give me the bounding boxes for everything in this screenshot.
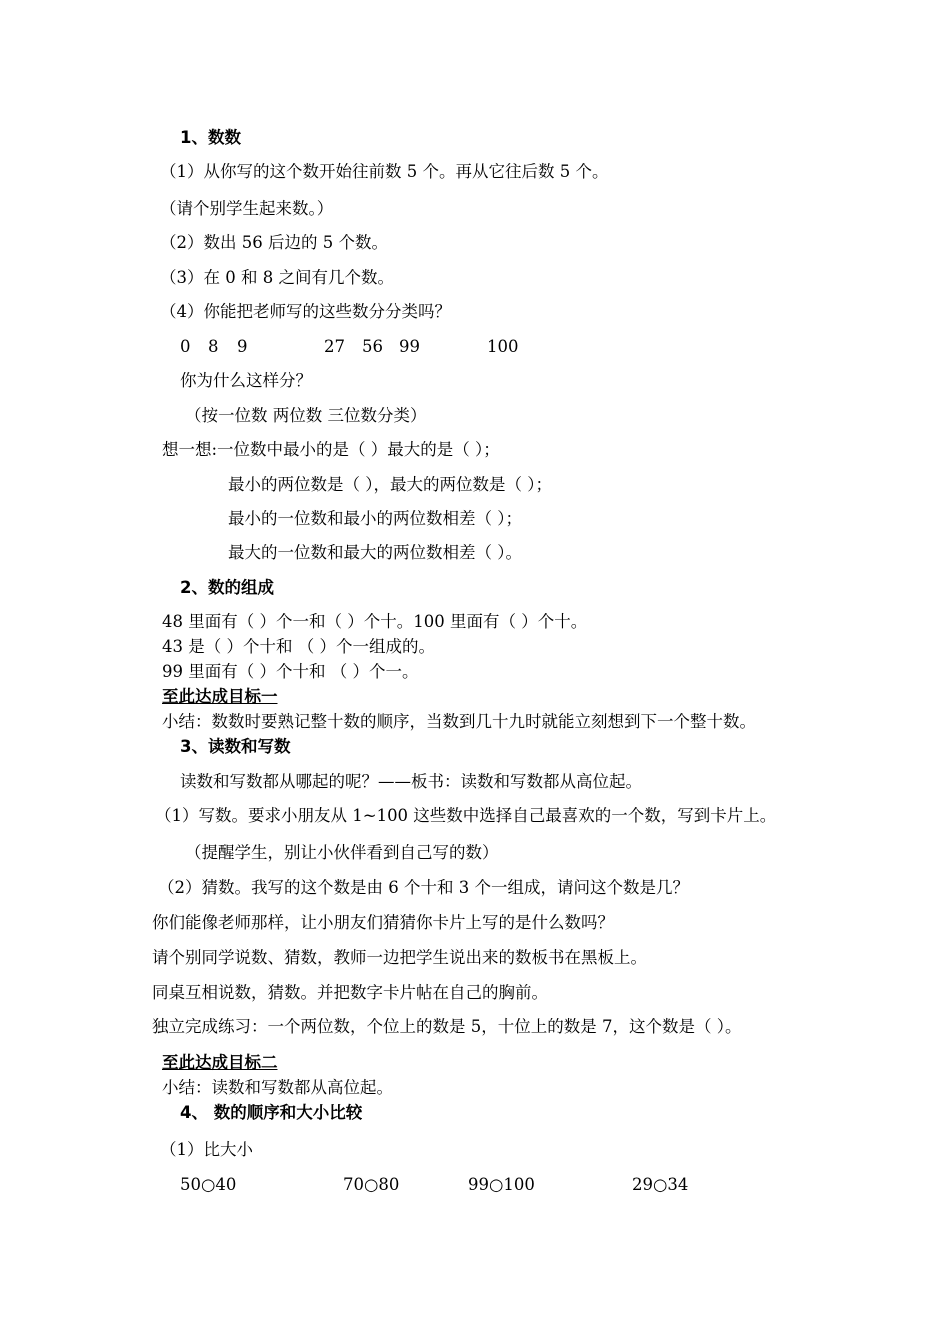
compare-item: 29○34 [632, 1175, 689, 1194]
section-1-line: （1）从你写的这个数开始往前数 5 个。再从它往后数 5 个。 [160, 162, 609, 181]
section-1-line: 想一想:一位数中最小的是（ ）最大的是（ ）； [162, 440, 500, 459]
section-1-line: （4）你能把老师写的这些数分分类吗？ [160, 302, 451, 321]
section-2-line: 43 是（ ）个十和 （ ）个一组成的。 [162, 637, 435, 656]
section-1-line: 最大的一位数和最大的两位数相差（ ）。 [228, 543, 522, 562]
section-3-line: （提醒学生，别让小伙伴看到自己写的数） [185, 843, 499, 862]
section-2-heading: 2、数的组成 [180, 578, 274, 597]
section-3-line: 同桌互相说数，猜数。并把数字卡片帖在自己的胸前。 [152, 983, 548, 1002]
section-1-line: （2）数出 56 后边的 5 个数。 [160, 233, 388, 252]
section-2-line: 99 里面有（ ）个十和 （ ）个一。 [162, 662, 419, 681]
compare-item: 99○100 [468, 1175, 535, 1194]
section-3-line: （1）写数。要求小朋友从 1~100 这些数中选择自己最喜欢的一个数，写到卡片上。 [155, 806, 777, 825]
section-2-summary: 小结：数数时要熟记整十数的顺序，当数到几十九时就能立刻想到下一个整十数。 [162, 712, 756, 731]
section-1-line: 最小的两位数是（ ），最大的两位数是（ ）； [228, 475, 552, 494]
section-4-heading: 4、 数的顺序和大小比较 [180, 1103, 363, 1122]
number-item: 100 [487, 337, 519, 356]
goal-one-label: 至此达成目标一 [162, 687, 278, 706]
section-1-line: 最小的一位数和最小的两位数相差（ ）； [228, 509, 522, 528]
section-1-line: （按一位数 两位数 三位数分类） [185, 406, 427, 425]
section-3-line: （2）猜数。我写的这个数是由 6 个十和 3 个一组成，请问这个数是几？ [158, 878, 689, 897]
number-item: 27 [324, 337, 345, 356]
section-3-line: 读数和写数都从哪起的呢？——板书：读数和写数都从高位起。 [180, 772, 642, 791]
section-3-line: 独立完成练习：一个两位数，个位上的数是 5，十位上的数是 7，这个数是（ ）。 [152, 1017, 742, 1036]
section-3-summary: 小结：读数和写数都从高位起。 [162, 1078, 393, 1097]
section-1-line: （3）在 0 和 8 之间有几个数。 [160, 268, 394, 287]
section-1-line: （请个别学生起来数。） [160, 199, 334, 218]
section-1-heading: 1、数数 [180, 128, 241, 147]
number-item: 9 [237, 337, 248, 356]
compare-item: 50○40 [180, 1175, 237, 1194]
section-3-line: 请个别同学说数、猜数，教师一边把学生说出来的数板书在黑板上。 [152, 948, 647, 967]
compare-item: 70○80 [343, 1175, 400, 1194]
section-3-heading: 3、读数和写数 [180, 737, 291, 756]
goal-two-label: 至此达成目标二 [162, 1053, 278, 1072]
section-2-line: 48 里面有（ ）个一和（ ）个十。100 里面有（ ）个十。 [162, 612, 588, 631]
section-4-line: （1）比大小 [160, 1140, 253, 1159]
number-item: 8 [208, 337, 219, 356]
number-item: 56 [362, 337, 383, 356]
number-item: 0 [180, 337, 191, 356]
number-item: 99 [399, 337, 420, 356]
section-1-line: 你为什么这样分？ [180, 371, 312, 390]
section-3-line: 你们能像老师那样，让小朋友们猜猜你卡片上写的是什么数吗？ [152, 913, 614, 932]
